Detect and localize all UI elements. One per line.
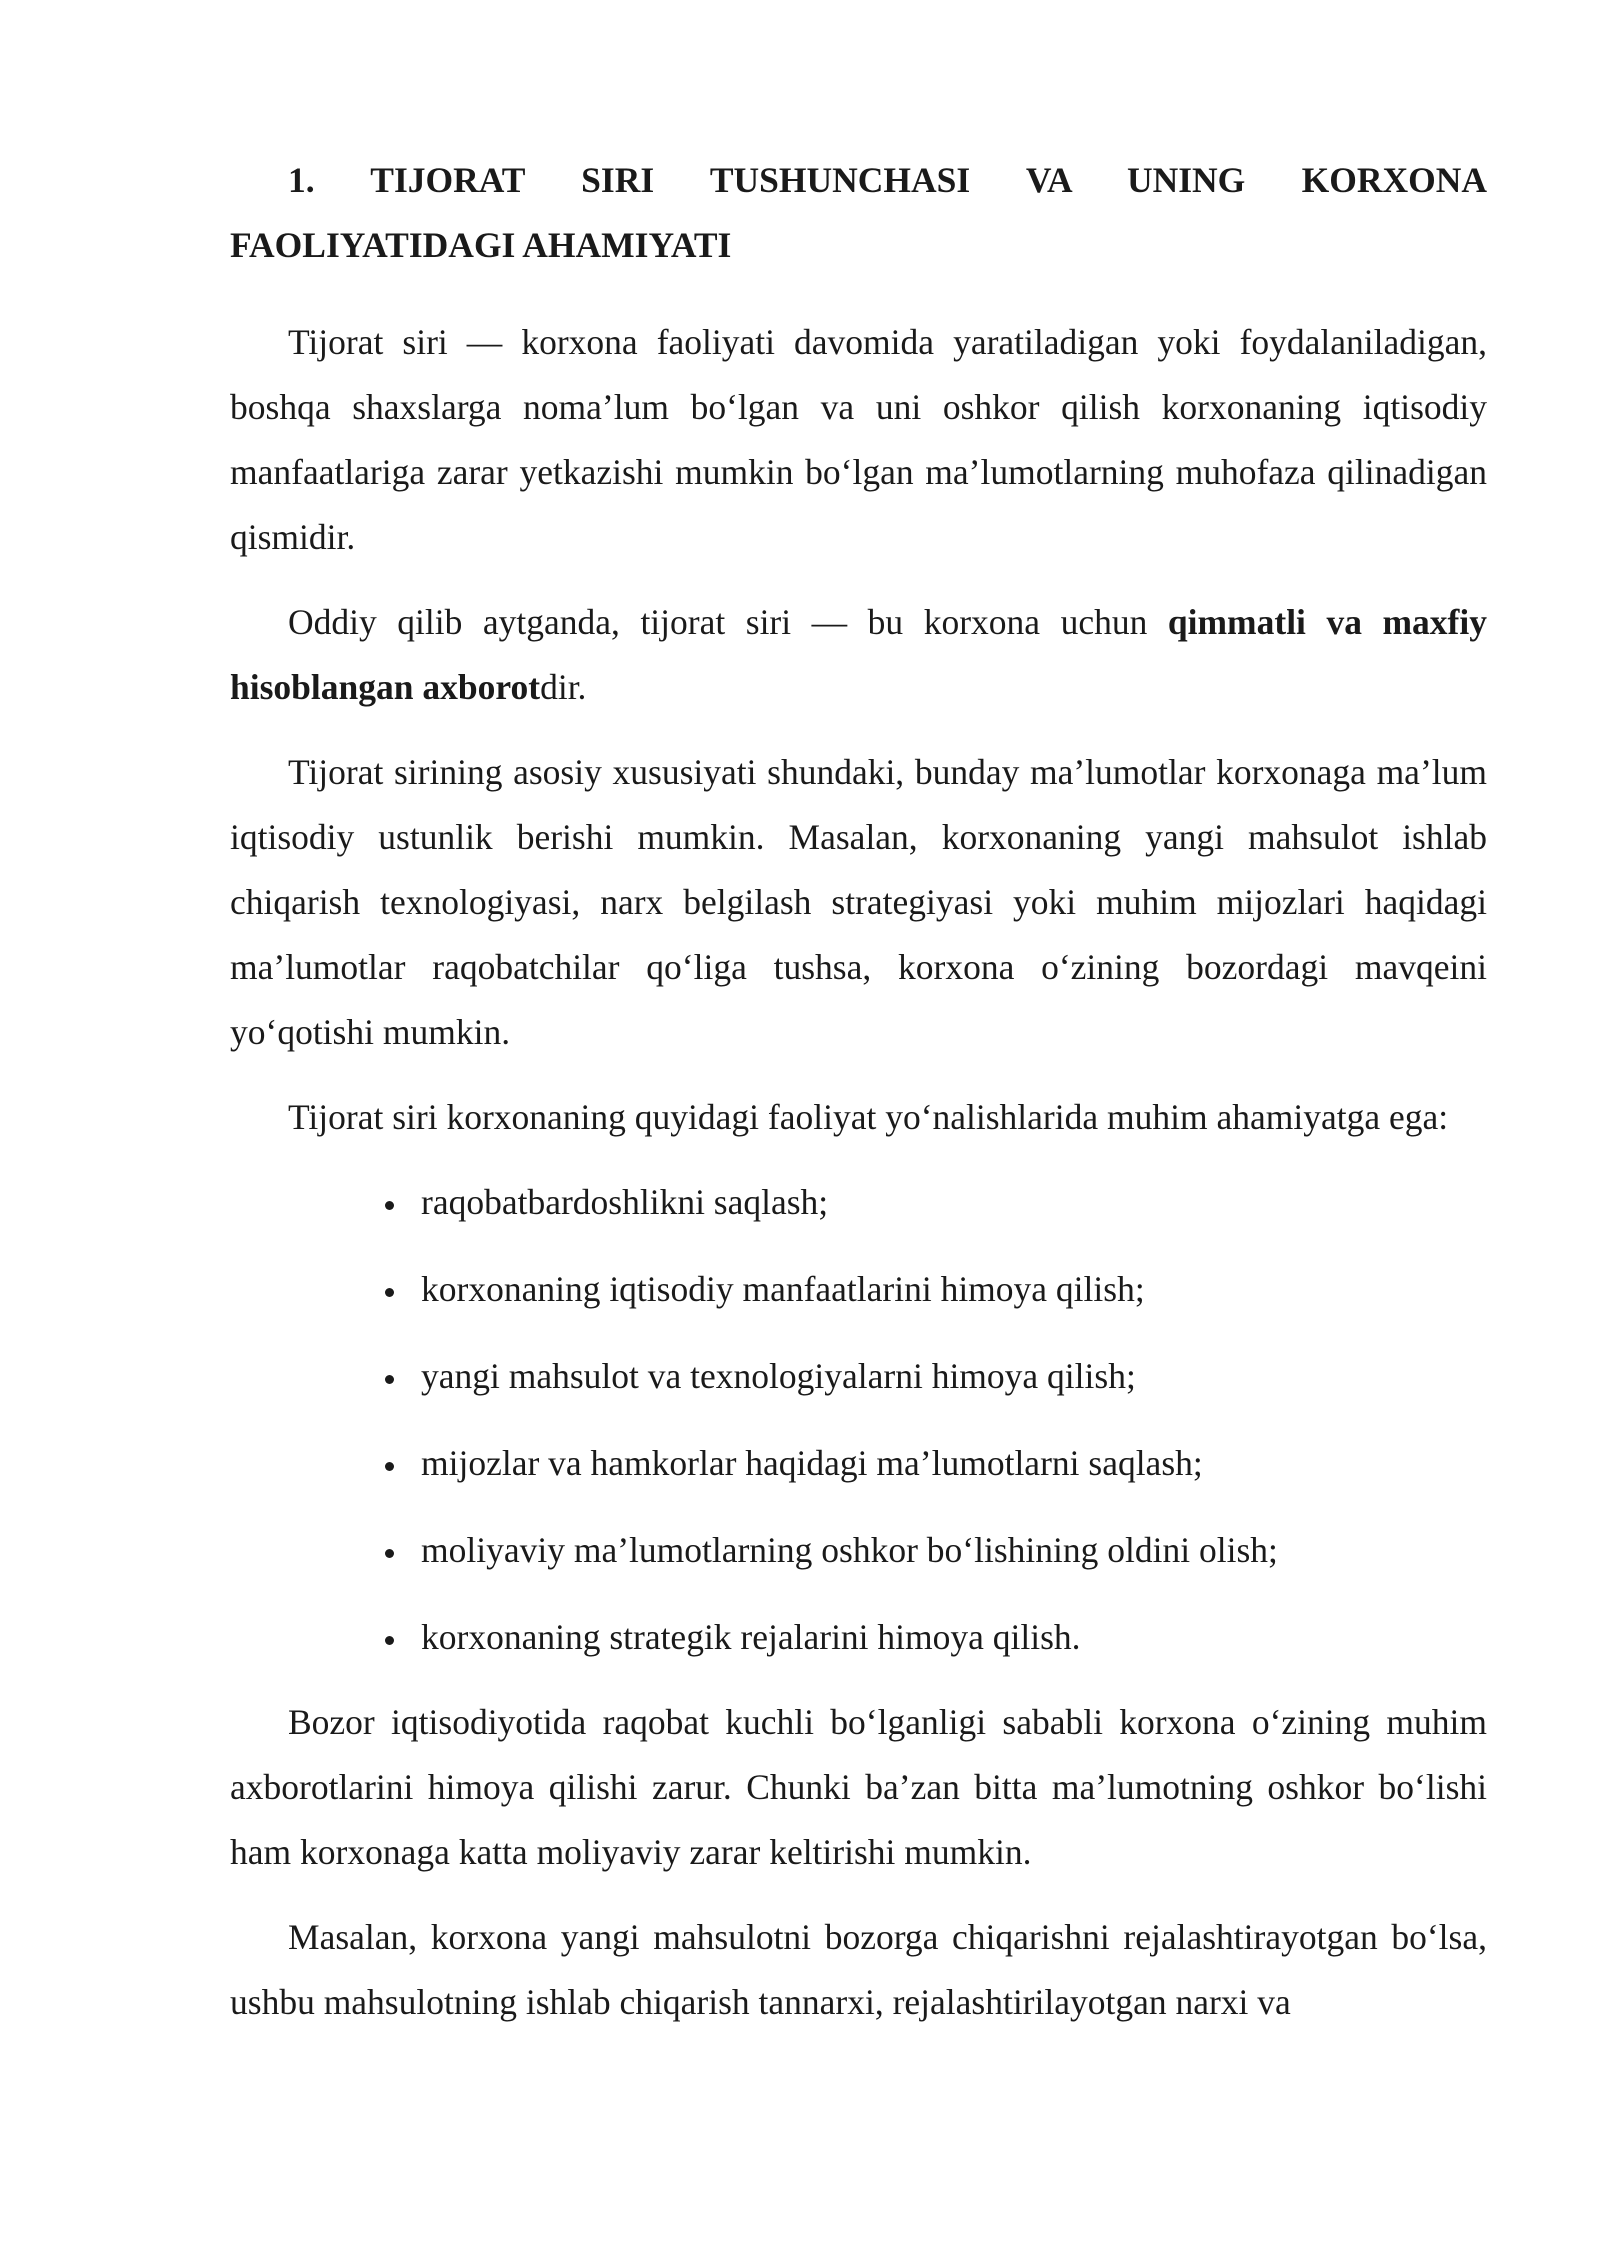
paragraph-main-feature: Tijorat sirining asosiy xususiyati shundaki, bunday ma’lumotlar korxonaga ma’lum iqtisodiy ustunlik berishi mumkin. Masalan, korxonaning yangi mahsulot ishlab chiqarish texnologiyasi, narx belgilash strategiyasi yoki muhim mijozlari haqidagi ma’lumotlar raqobatchilar qo‘liga tushsa, korxona o‘zining bozordagi mavqeini yo‘qotishi mumkin.: [230, 752, 1487, 1052]
section-heading: 1. TIJORAT SIRI TUSHUNCHASI VA UNING KORXONA FAOLIYATIDAGI AHAMIYATI: [230, 160, 1487, 265]
bullet-icon: [385, 1636, 394, 1645]
list-item: [230, 1344, 1487, 1409]
paragraph-definition: Tijorat siri — korxona faoliyati davomida yaratiladigan yoki foydalaniladigan, boshqa shaxslarga noma’lum bo‘lgan va uni oshkor qilish korxonaning iqtisodiy manfaatlariga zarar yetkazishi mumkin bo‘lgan ma’lumotlarning muhofaza qilinadigan qismidir.: [230, 322, 1487, 557]
bullet-icon: [385, 1201, 394, 1210]
bullet-icon: [385, 1375, 394, 1384]
paragraph-market-competition: Bozor iqtisodiyotida raqobat kuchli bo‘lganligi sababli korxona o‘zining muhim axborotlarini himoya qilishi zarur. Chunki ba’zan bitta ma’lumotning oshkor bo‘lishi ham korxonaga katta moliyaviy zarar keltirishi mumkin.: [230, 1702, 1487, 1872]
paragraph-list-intro: Tijorat siri korxonaning quyidagi faoliyat yo‘nalishlarida muhim ahamiyatga ega:: [288, 1097, 1449, 1137]
importance-list: [230, 1170, 1487, 1670]
list-item: [230, 1170, 1487, 1235]
list-item-text: yangi mahsulot va texnologiyalarni himoya qilish;: [421, 1356, 1136, 1396]
list-item-text: moliyaviy ma’lumotlarning oshkor bo‘lishining oldini olish;: [421, 1530, 1278, 1570]
document-page: [230, 148, 1487, 2055]
list-item: [230, 1257, 1487, 1322]
paragraph-simple-definition-bold: qimmatli va maxfiy hisoblangan axborot: [230, 602, 1487, 707]
paragraph-simple-definition-end: dir.: [540, 667, 587, 707]
bullet-icon: [385, 1462, 394, 1471]
list-item-text: korxonaning strategik rejalarini himoya qilish.: [421, 1617, 1081, 1657]
list-item-text: mijozlar va hamkorlar haqidagi ma’lumotlarni saqlash;: [421, 1443, 1203, 1483]
list-item: [230, 1518, 1487, 1583]
paragraph-example: Masalan, korxona yangi mahsulotni bozorga chiqarishni rejalashtirayotgan bo‘lsa, ushbu mahsulotning ishlab chiqarish tannarxi, rejalashtirilayotgan narxi va: [230, 1917, 1487, 2022]
list-item-text: raqobatbardoshlikni saqlash;: [421, 1182, 829, 1222]
list-item: [230, 1605, 1487, 1670]
paragraph-simple-definition: [230, 590, 1487, 720]
list-item-text: korxonaning iqtisodiy manfaatlarini himoya qilish;: [421, 1269, 1145, 1309]
list-item: [230, 1431, 1487, 1496]
paragraph-simple-definition-start: Oddiy qilib aytganda, tijorat siri — bu korxona uchun: [288, 602, 1168, 642]
bullet-icon: [385, 1549, 394, 1558]
bullet-icon: [385, 1288, 394, 1297]
